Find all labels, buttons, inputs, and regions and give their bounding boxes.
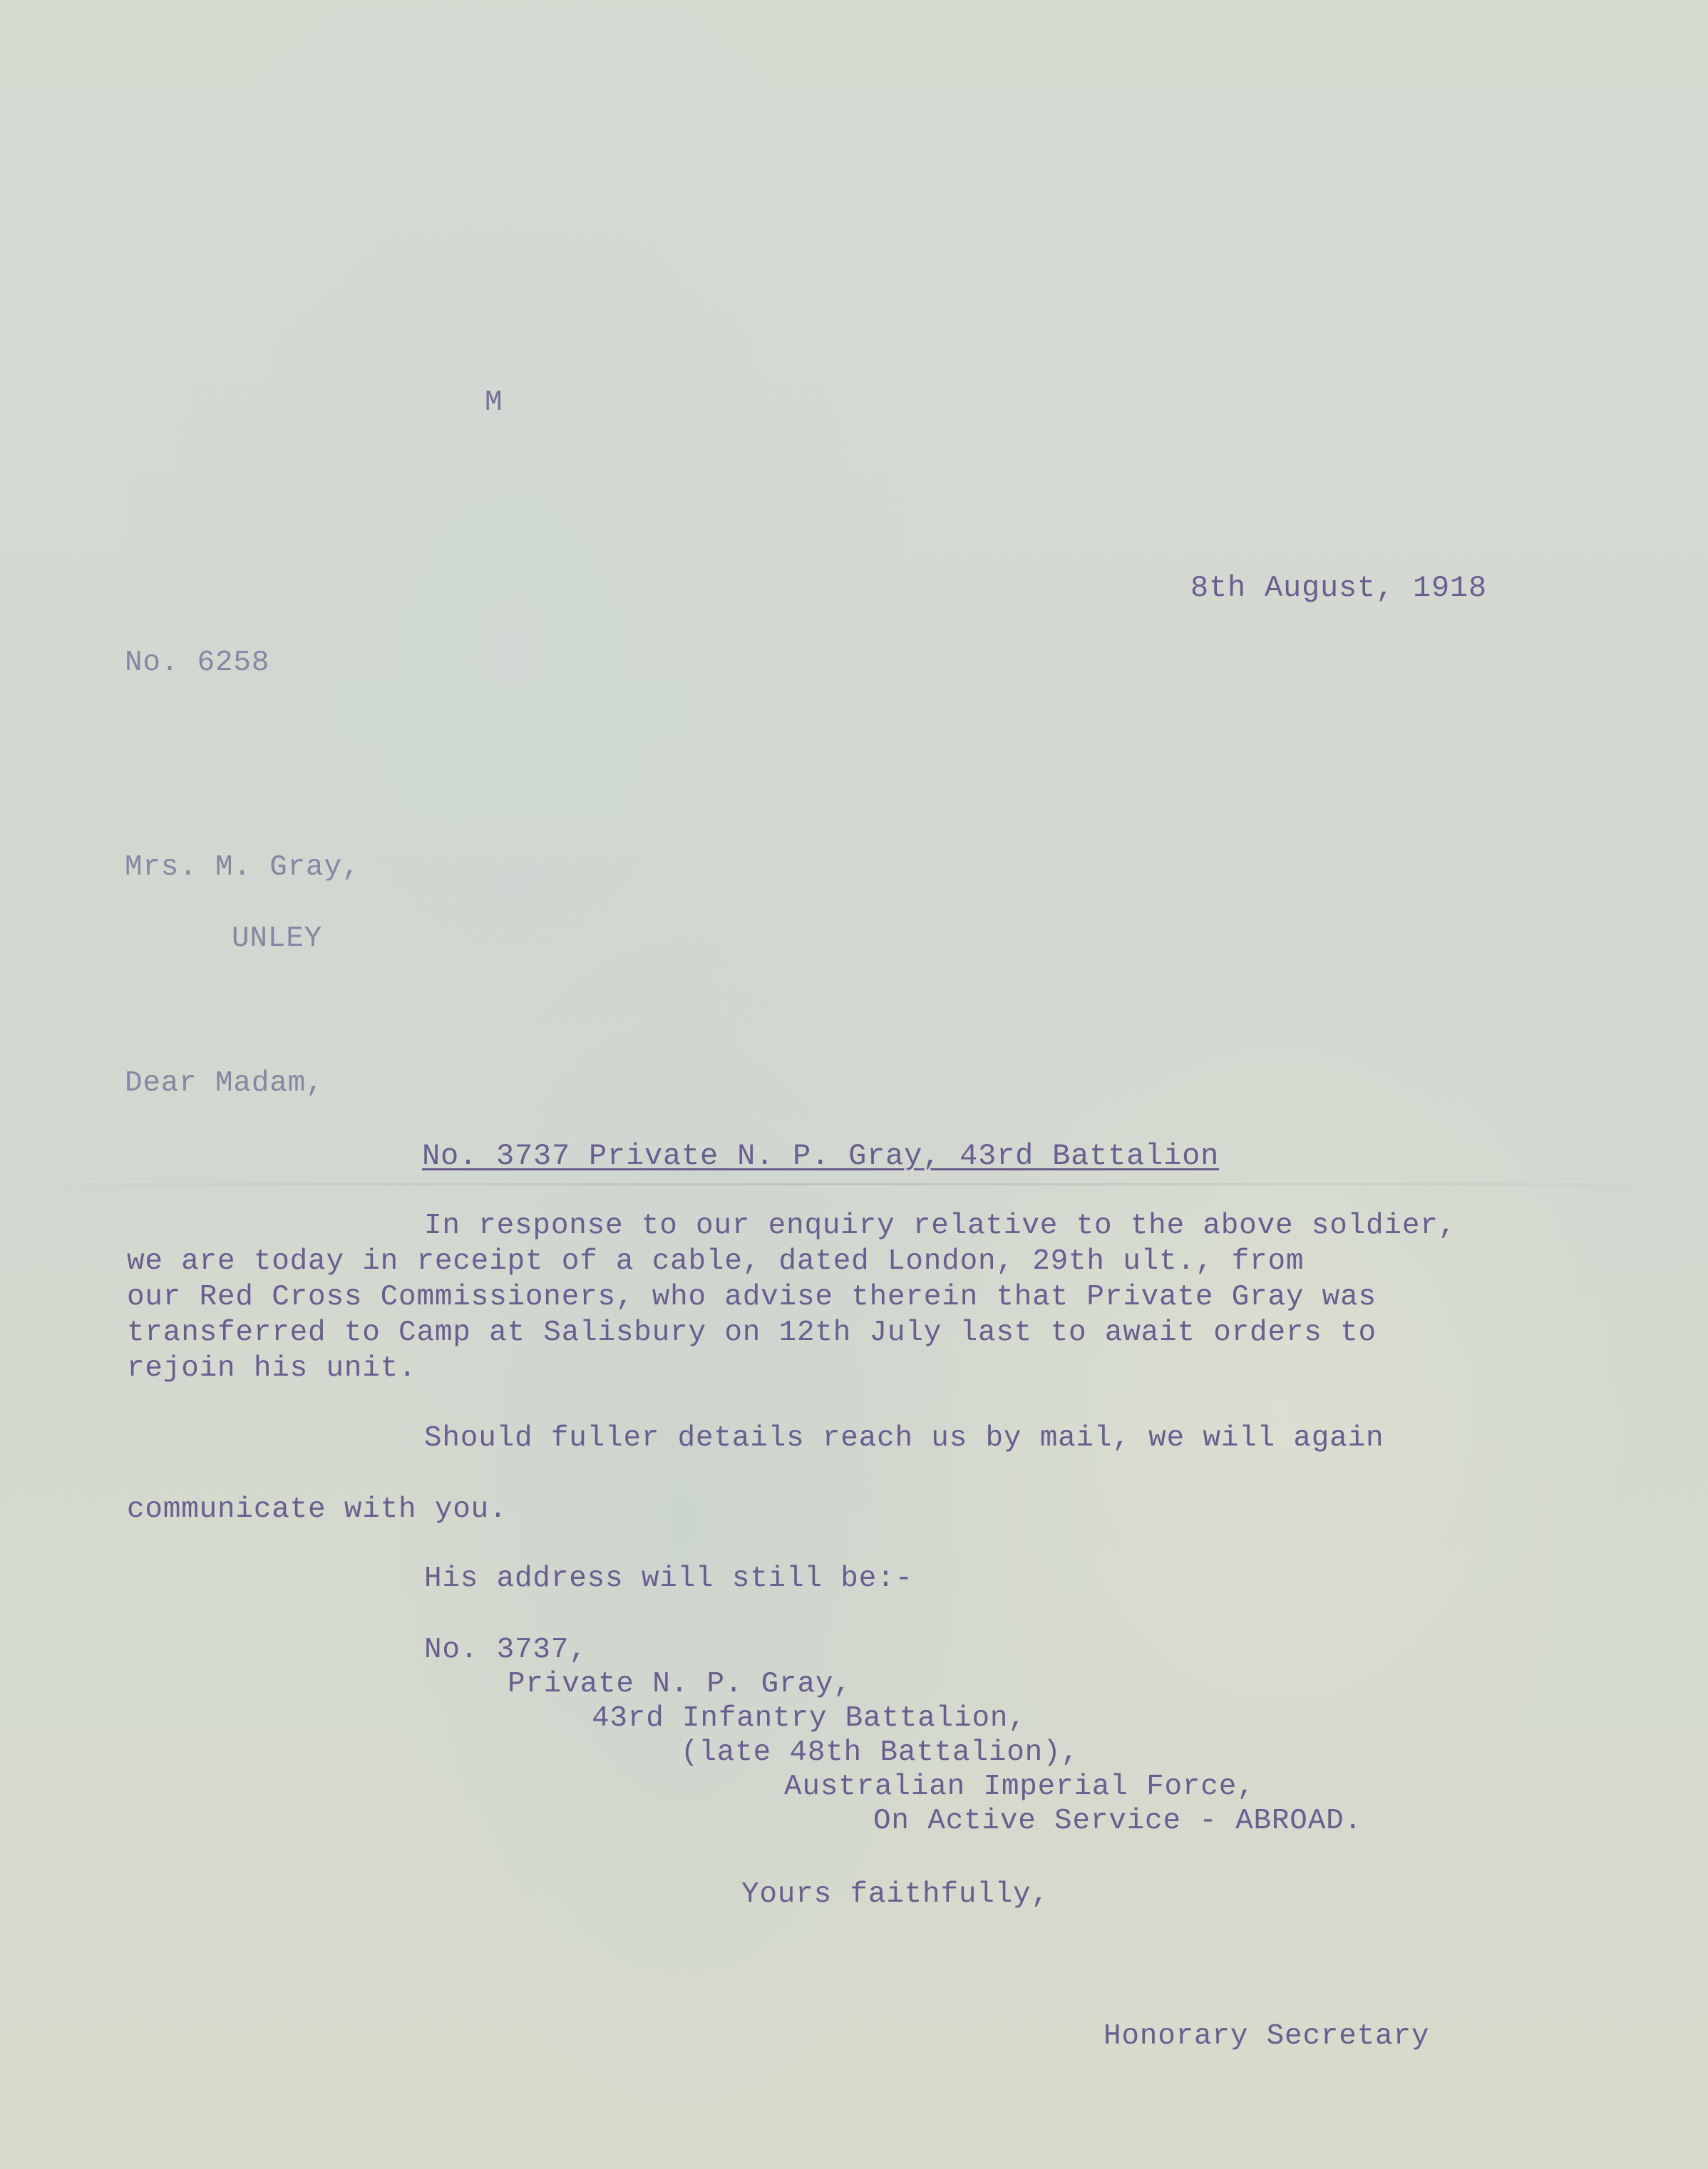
letter-date: 8th August, 1918 <box>1190 571 1488 605</box>
paper-fold <box>0 1183 1708 1185</box>
salutation: Dear Madam, <box>125 1067 324 1100</box>
body-line-4: transferred to Camp at Salisbury on 12th July last to await orders to <box>127 1317 1377 1349</box>
body-line-2: we are today in receipt of a cable, dated London, 29th ult., from <box>127 1245 1305 1278</box>
body-line-3: our Red Cross Commissioners, who advise therein that Private Gray was <box>127 1281 1377 1314</box>
address-intro: His address will still be:- <box>424 1562 913 1595</box>
address-line-4: (late 48th Battalion), <box>681 1736 1079 1769</box>
address-line-1: No. 3737, <box>424 1634 587 1666</box>
address-line-6: On Active Service - ABROAD. <box>873 1805 1362 1838</box>
top-initial: M <box>485 386 503 419</box>
recipient-name: Mrs. M. Gray, <box>125 851 361 884</box>
paragraph2-line-1: Should fuller details reach us by mail, we will again <box>424 1422 1384 1455</box>
address-line-5: Australian Imperial Force, <box>784 1771 1255 1803</box>
address-line-3: 43rd Infantry Battalion, <box>592 1702 1027 1735</box>
body-line-5: rejoin his unit. <box>127 1352 417 1385</box>
address-line-2: Private N. P. Gray, <box>508 1668 852 1701</box>
recipient-town: UNLEY <box>232 922 323 955</box>
signature-title: Honorary Secretary <box>1103 2020 1430 2053</box>
closing: Yours faithfully, <box>741 1878 1049 1911</box>
paragraph2-line-2: communicate with you. <box>127 1493 508 1526</box>
reference-number: No. 6258 <box>125 646 270 679</box>
body-line-1: In response to our enquiry relative to the above soldier, <box>424 1210 1457 1242</box>
subject-line: No. 3737 Private N. P. Gray, 43rd Battalion <box>422 1139 1220 1173</box>
